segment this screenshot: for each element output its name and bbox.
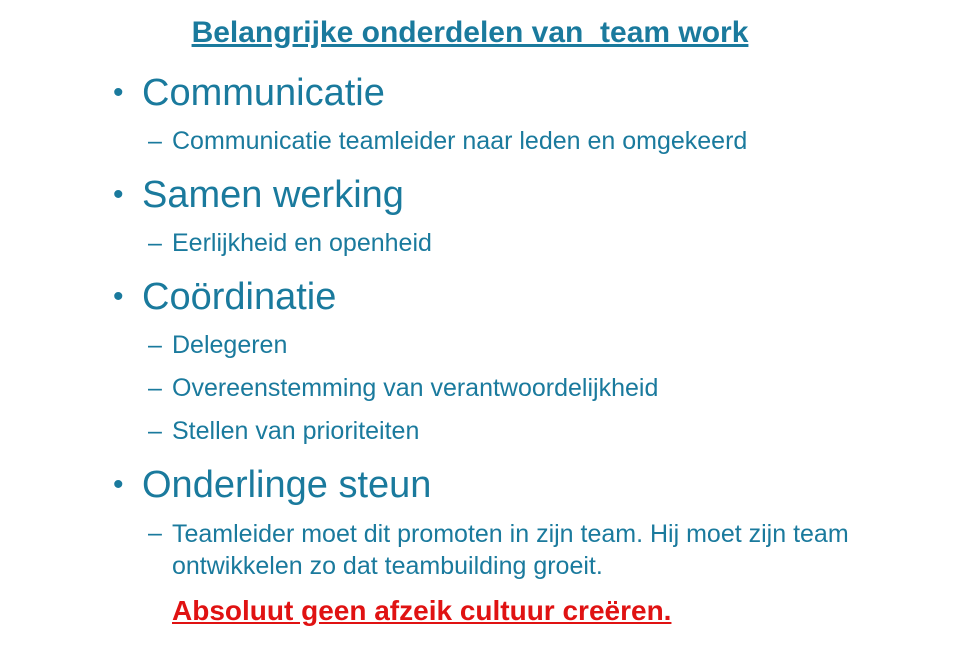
list-subitem bbox=[148, 228, 930, 259]
dash-icon: – bbox=[148, 519, 162, 547]
list-subitem-label: Communicatie teamleider naar leden en omgekeerd bbox=[172, 127, 748, 155]
list-subitem bbox=[148, 416, 930, 447]
list-subitem bbox=[148, 518, 930, 582]
emphasis-warning-text: Absoluut geen afzeik cultuur creëren. bbox=[172, 595, 672, 626]
bullet-icon: • bbox=[113, 280, 124, 313]
list-item-coordinatie bbox=[113, 276, 930, 318]
bullet-icon: • bbox=[113, 76, 124, 109]
list-subitem-label: Stellen van prioriteiten bbox=[172, 417, 420, 445]
list-item-label: Communicatie bbox=[142, 72, 385, 114]
list-subitem bbox=[148, 126, 930, 157]
list-subitem-label: Eerlijkheid en openheid bbox=[172, 229, 432, 257]
list-item-label: Onderlinge steun bbox=[142, 464, 432, 506]
bullet-list bbox=[113, 72, 930, 582]
list-item-label: Coördinatie bbox=[142, 276, 337, 318]
dash-icon: – bbox=[148, 374, 162, 402]
list-item-onderlinge-steun bbox=[113, 464, 930, 506]
list-item-label: Samen werking bbox=[142, 174, 404, 216]
list-item-communicatie bbox=[113, 72, 930, 114]
list-item-samen-werking bbox=[113, 174, 930, 216]
list-subitem-label: Overeenstemming van verantwoordelijkheid bbox=[172, 374, 659, 402]
slide-title: Belangrijke onderdelen van team work bbox=[191, 16, 749, 49]
bullet-icon: • bbox=[113, 178, 124, 211]
dash-icon: – bbox=[148, 331, 162, 359]
bullet-icon: • bbox=[113, 468, 124, 501]
list-subitem bbox=[148, 373, 930, 404]
list-subitem bbox=[148, 330, 930, 361]
list-subitem-label: Teamleider moet dit promoten in zijn team. Hij moet zijn team ontwikkelen zo dat teambuilding groeit. bbox=[172, 520, 849, 580]
dash-icon: – bbox=[148, 229, 162, 257]
dash-icon: – bbox=[148, 417, 162, 445]
list-subitem-label: Delegeren bbox=[172, 331, 288, 359]
dash-icon: – bbox=[148, 127, 162, 155]
